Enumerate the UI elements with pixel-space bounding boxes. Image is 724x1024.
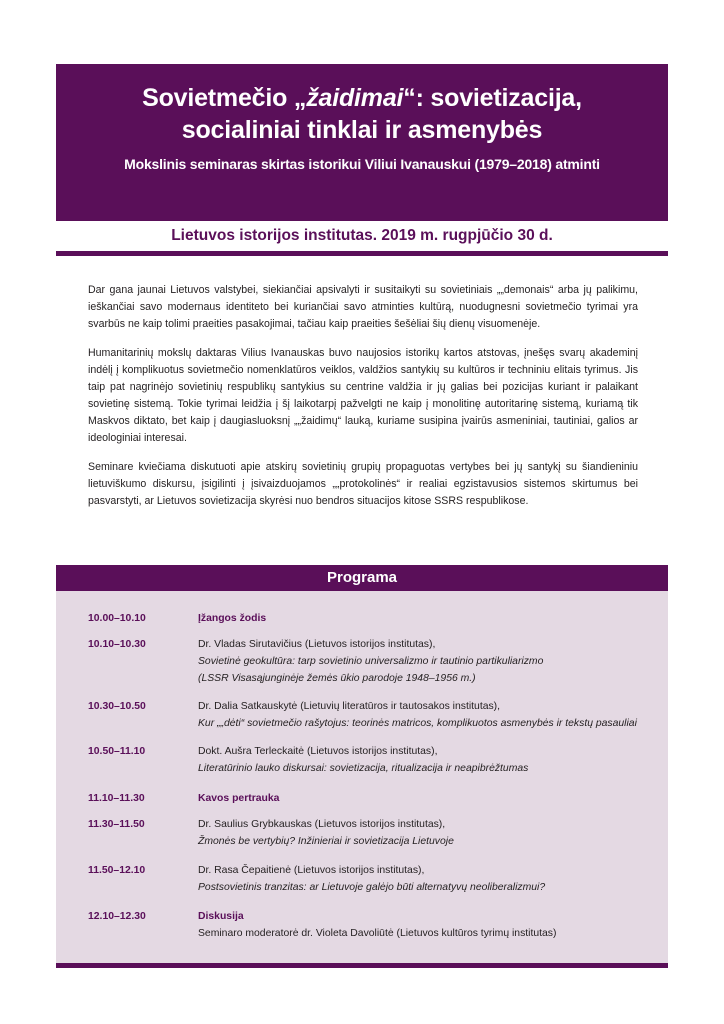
program-time: 11.50–12.10 [88, 865, 146, 876]
paragraph-2: Humanitarinių mokslų daktaras Vilius Ivanauskas buvo naujosios istorikų kartos atstovas, įnešęs svarų akademinį indėlį į komplikuotus sovietmečio nomenklatūros veiklos, valdžios santykių su kultūros ir techniniu elitais tyrimus. Jis taip pat nagrinėjo sovietinių respublikų santykius su centrine valdžia ir jų galias bei pozicijas kuriant ir palaikant sovietinę sistemą. Tokie tyrimai leidžia į šį laikotarpį pažvelgti ne kaip į monolitinę autoritarinę sistemą, kuriamą tik Maskvos diktato, bet kaip į daugiasluoksnį „„žaidimų“ lauką, kuriame susipina įvairūs asmeniniai, tautiniai, galios ar ideologiniai interesai. [88, 347, 638, 444]
paragraph-3: Seminare kviečiama diskutuoti apie atskirų sovietinių grupių propaguotas vertybes bei jų santykį su šiandieniniu lietuviškumo diskursu, įsigilinti į įsivaizduojamos „„protokolinės“ ir realiai egzistavusios sistemos skirtumus bei pasvarstyti, ar Lietuvos sovietizacija skyrėsi nuo bendros situacijos kitose SSRS respublikose. [88, 461, 638, 507]
program-topic: Žmonės be vertybių? Inžinieriai ir sovietizacija Lietuvoje [198, 836, 454, 847]
program-label: Kavos pertrauka [198, 793, 280, 804]
program-label: Diskusija [198, 911, 244, 922]
program-speaker: Dr. Rasa Čepaitienė (Lietuvos istorijos institutas), [198, 865, 425, 876]
program-desc [198, 636, 668, 687]
program-speaker: Dr. Dalia Satkauskytė (Lietuvių literatūros ir tautosakos institutas), [198, 701, 501, 712]
program-time: 11.10–11.30 [88, 793, 145, 804]
program-speaker: Dr. Saulius Grybkauskas (Lietuvos istorijos institutas), [198, 819, 446, 830]
program-time: 12.10–12.30 [88, 911, 146, 922]
program-topic-cont: (LSSR Visasąjunginėje žemės ūkio parodoje 1948–1956 m.) [198, 673, 476, 684]
title-part-1: Sovietmečio „ [142, 84, 307, 112]
program-heading: Programa [56, 565, 668, 591]
program-desc [198, 743, 668, 777]
divider-bottom [56, 963, 668, 968]
program-desc [198, 698, 668, 732]
program-speaker: Seminaro moderatorė dr. Violeta Davoliūtė (Lietuvos kultūros tyrimų institutas) [198, 928, 557, 939]
title-italic-word: žaidimai [306, 84, 404, 112]
paragraph-1: Dar gana jaunai Lietuvos valstybei, siekiančiai apsivalyti ir susitaikyti su sovietiniais „„demonais“ arba jų palikimu, ieškančiai savo modernaus identiteto bei kuriančiai savo atminties kultūrą, nuodugnesni sovietmečio tyrimai yra svarbūs ne kaip tolimi praeities pasakojimai, tačiau kaip praeities šešėliai šių dienų visuomenėje. [88, 284, 638, 330]
header-banner [56, 64, 668, 221]
subtitle: Mokslinis seminaras skirtas istorikui Viliui Ivanauskui (1979–2018) atminti [124, 156, 600, 172]
program-topic: Postsovietinis tranzitas: ar Lietuvoje galėjo būti alternatyvų neoliberalizmui? [198, 882, 546, 893]
program-desc [198, 610, 668, 627]
program-desc [198, 862, 668, 896]
program-topic: Sovietinė geokultūra: tarp sovietinio universalizmo ir tautinio partikuliarizmo [198, 656, 544, 667]
program-topic: Kur „„dėti“ sovietmečio rašytojus: teorinės matricos, komplikuotos asmenybės ir tekstų pasauliai [198, 718, 637, 729]
program-speaker: Dokt. Aušra Terleckaitė (Lietuvos istorijos institutas), [198, 746, 438, 757]
program-speaker: Dr. Vladas Sirutavičius (Lietuvos istorijos institutas), [198, 639, 436, 650]
program-label: Įžangos žodis [198, 613, 267, 624]
place-date: Lietuvos istorijos institutas. 2019 m. rugpjūčio 30 d. [171, 227, 553, 244]
program-time: 10.10–10.30 [88, 639, 146, 650]
program-desc [198, 908, 668, 942]
title-line-2: socialiniai tinklai ir asmenybės [181, 116, 543, 144]
title-part-2: “: sovietizacija, [403, 84, 582, 112]
program-desc [198, 790, 668, 807]
program-time: 11.30–11.50 [88, 819, 145, 830]
program-topic: Literatūrinio lauko diskursai: sovietizacija, ritualizacija ir neapibrėžtumas [198, 763, 529, 774]
program-desc [198, 816, 668, 850]
program-time: 10.50–11.10 [88, 746, 146, 757]
program-time: 10.30–10.50 [88, 701, 146, 712]
program-panel [56, 591, 668, 963]
program-time: 10.00–10.10 [88, 613, 146, 624]
intro-text [88, 282, 638, 522]
page-title [56, 82, 668, 146]
divider-top [56, 251, 668, 256]
